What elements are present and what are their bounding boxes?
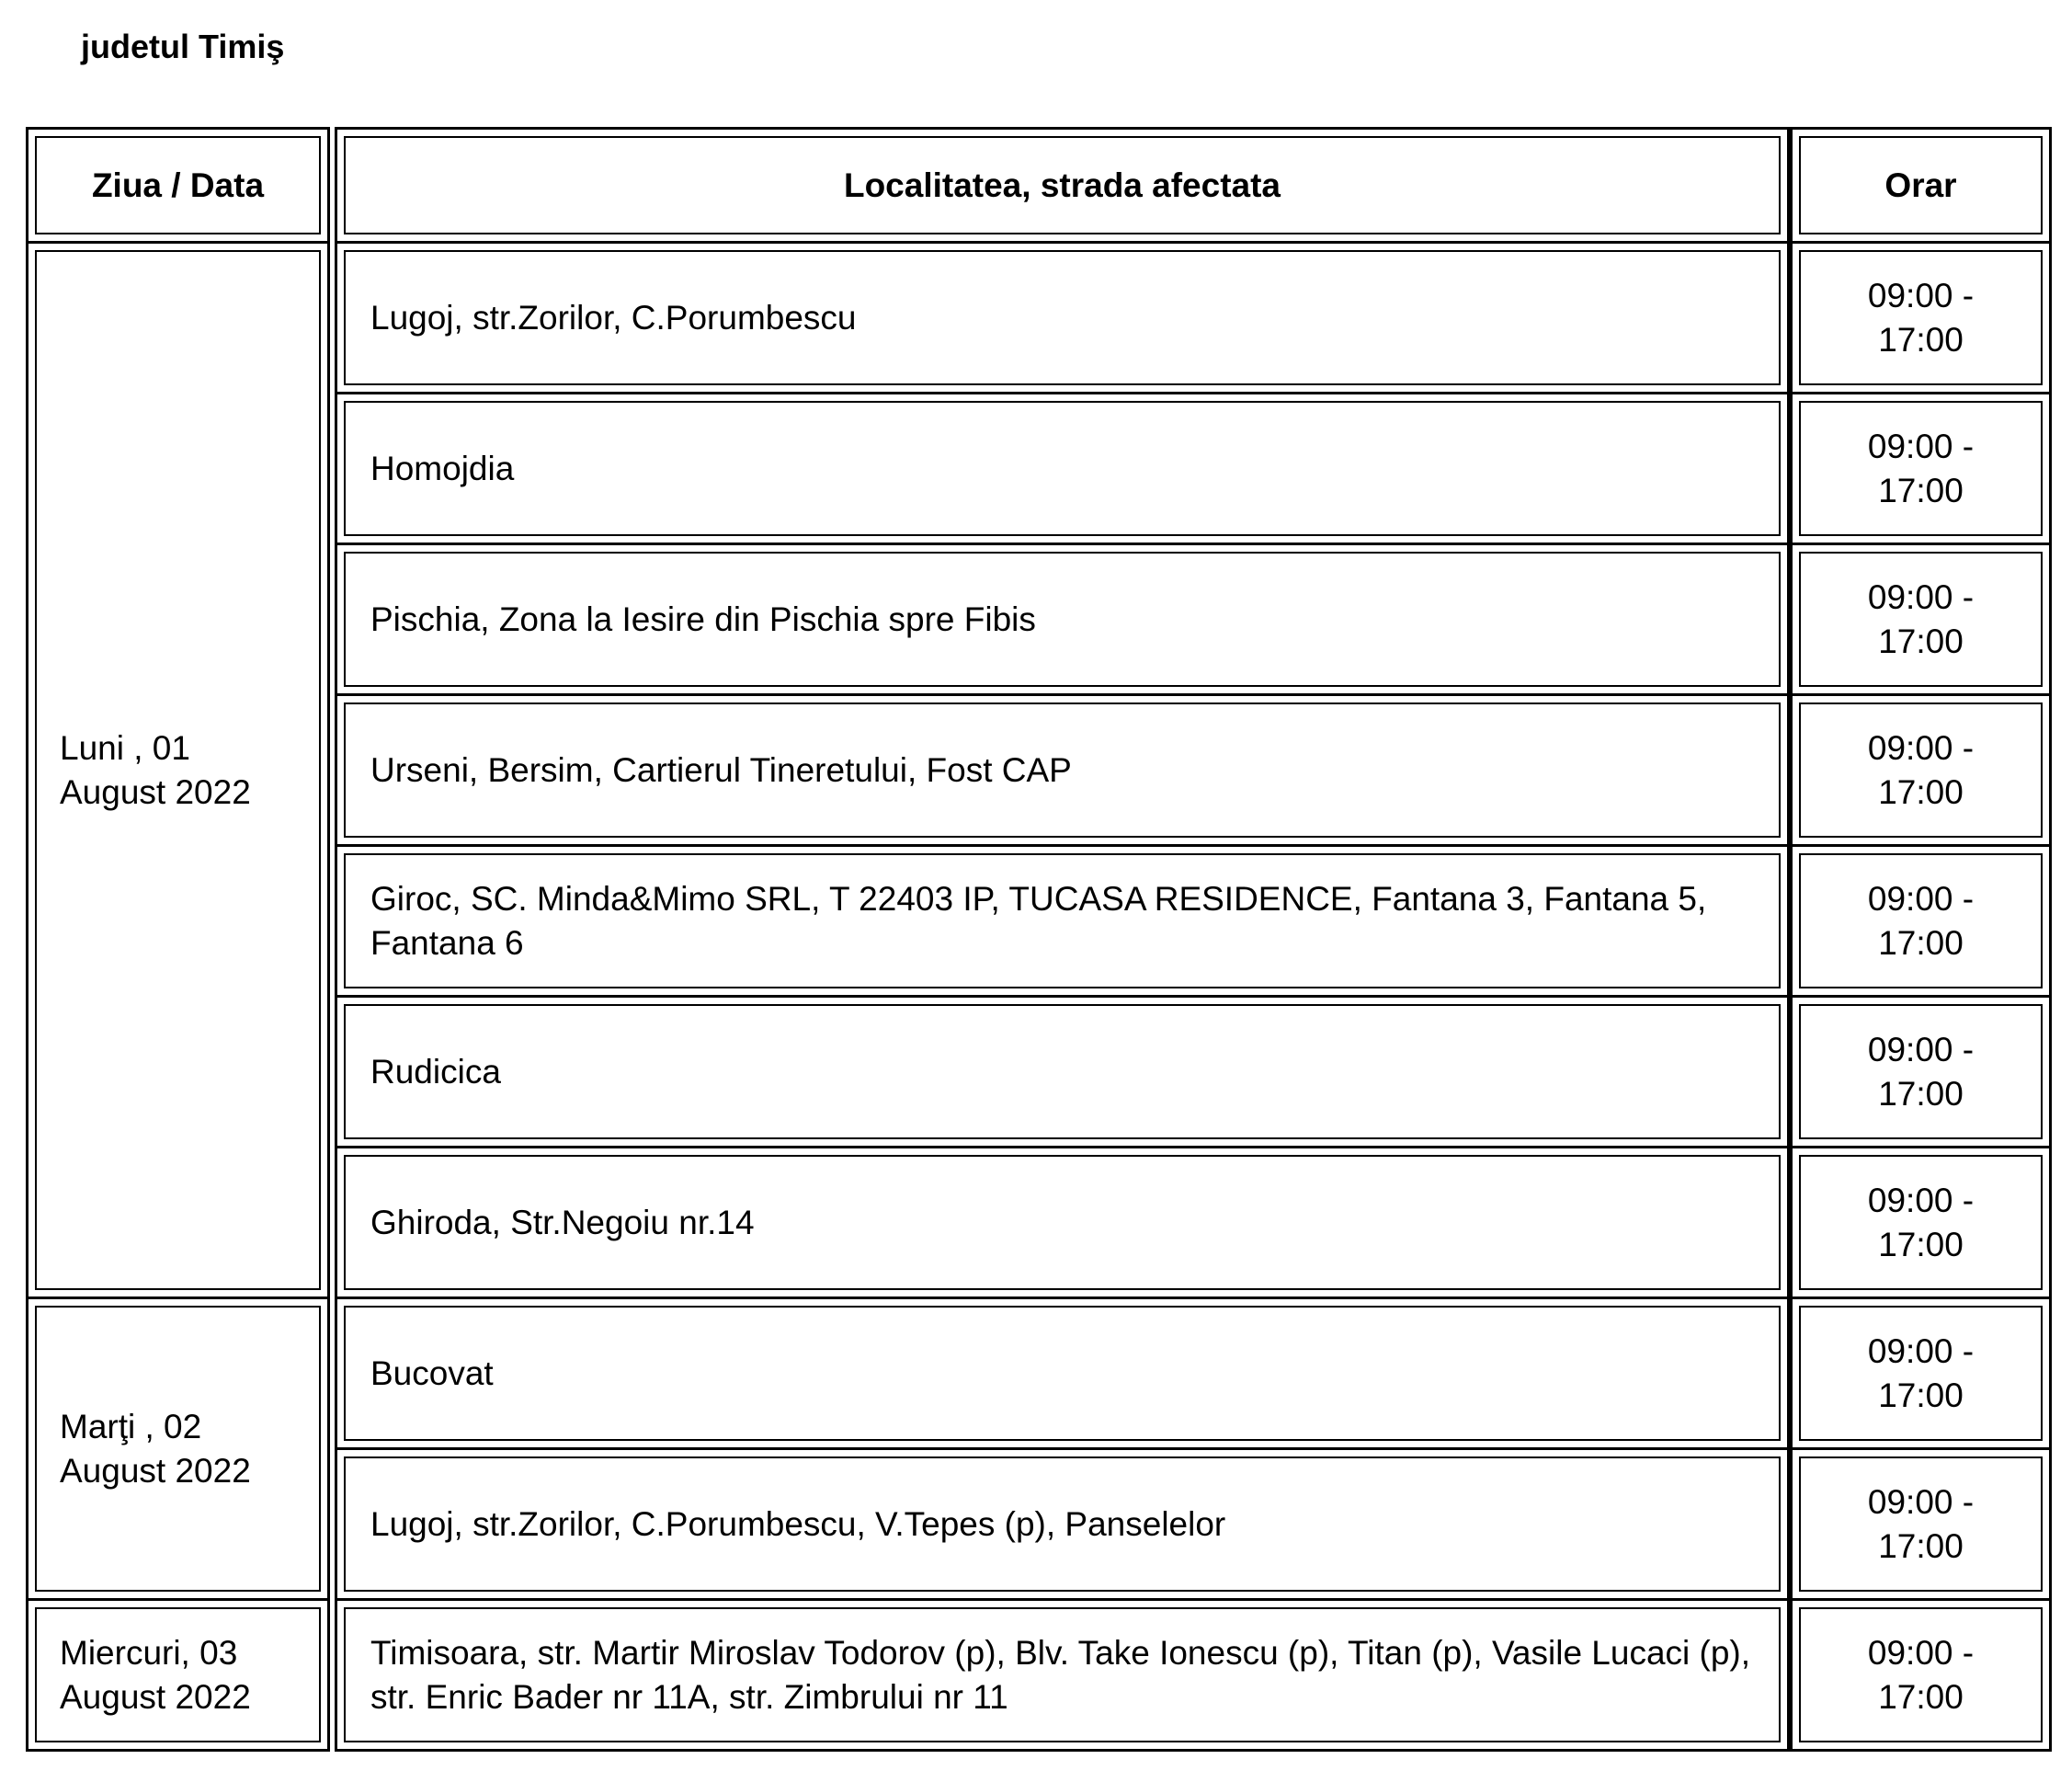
schedule-cell: 09:00 - 17:00 [1790, 1146, 2052, 1299]
day-cell: Marţi , 02 August 2022 [26, 1297, 330, 1601]
schedule-cell: 09:00 - 17:00 [1790, 543, 2052, 696]
location-cell: Pischia, Zona la Iesire din Pischia spre Fibis [335, 543, 1790, 696]
schedule-cell: 09:00 - 17:00 [1790, 1297, 2052, 1450]
schedule-cell: 09:00 - 17:00 [1790, 995, 2052, 1148]
outage-table [26, 127, 2052, 1749]
day-cell: Luni , 01 August 2022 [26, 241, 330, 1299]
header-location: Localitatea, strada afectata [335, 127, 1790, 244]
schedule-cell: 09:00 - 17:00 [1790, 241, 2052, 394]
schedule-cell: 09:00 - 17:00 [1790, 1598, 2052, 1752]
location-cell: Ghiroda, Str.Negoiu nr.14 [335, 1146, 1790, 1299]
schedule-cell: 09:00 - 17:00 [1790, 392, 2052, 545]
location-cell: Bucovat [335, 1297, 1790, 1450]
location-cell: Timisoara, str. Martir Miroslav Todorov (p), Blv. Take Ionescu (p), Titan (p), Vasile Lucaci (p), str. Enric Bader nr 11A, str. Zimbrului nr 11 [335, 1598, 1790, 1752]
schedule-cell: 09:00 - 17:00 [1790, 1447, 2052, 1601]
location-cell: Lugoj, str.Zorilor, C.Porumbescu [335, 241, 1790, 394]
schedule-cell: 09:00 - 17:00 [1790, 844, 2052, 998]
header-day: Ziua / Data [26, 127, 330, 244]
location-cell: Homojdia [335, 392, 1790, 545]
day-cell: Miercuri, 03 August 2022 [26, 1598, 330, 1752]
page-title: judetul Timiş [81, 28, 285, 65]
schedule-cell: 09:00 - 17:00 [1790, 693, 2052, 847]
location-cell: Giroc, SC. Minda&Mimo SRL, T 22403 IP, TUCASA RESIDENCE, Fantana 3, Fantana 5, Fantana 6 [335, 844, 1790, 998]
location-cell: Lugoj, str.Zorilor, C.Porumbescu, V.Tepes (p), Panselelor [335, 1447, 1790, 1601]
location-cell: Urseni, Bersim, Cartierul Tineretului, Fost CAP [335, 693, 1790, 847]
header-schedule: Orar [1790, 127, 2052, 244]
location-cell: Rudicica [335, 995, 1790, 1148]
